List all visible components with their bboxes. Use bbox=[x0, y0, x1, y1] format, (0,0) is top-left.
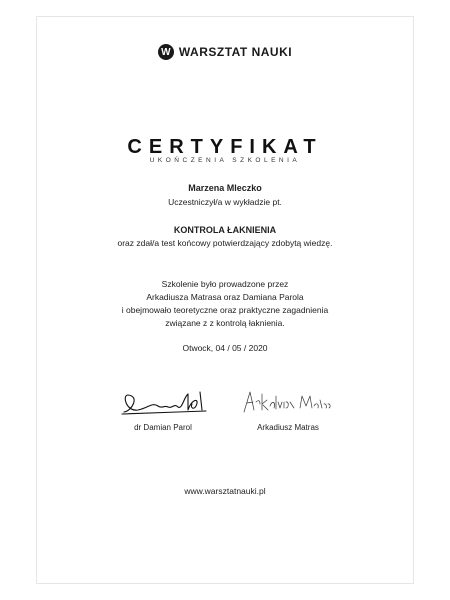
certificate-title: CERTYFIKAT bbox=[127, 136, 323, 158]
brand-name: WARSZTAT NAUKI bbox=[178, 45, 293, 59]
signature-arkadiusz-matras bbox=[240, 388, 336, 418]
website-link[interactable]: www.warsztatnauki.pl bbox=[184, 486, 266, 496]
description-line: związane z z kontrolą łaknienia. bbox=[165, 318, 285, 328]
description-line: Szkolenie było prowadzone przez bbox=[161, 279, 289, 289]
recipient-name: Marzena Mleczko bbox=[188, 183, 262, 193]
place-date: Otwock, 04 / 05 / 2020 bbox=[182, 343, 268, 353]
signature-name-left: dr Damian Parol bbox=[134, 423, 192, 432]
certificate-subtitle: UKOŃCZENIA SZKOLENIA bbox=[149, 157, 301, 164]
signature-name-right: Arkadiusz Matras bbox=[257, 423, 319, 432]
signature-damian-parol bbox=[118, 388, 210, 418]
logo-mark-icon: W bbox=[158, 44, 174, 60]
course-title: KONTROLA ŁAKNIENIA bbox=[173, 225, 277, 235]
completion-text: oraz zdał/a test końcowy potwierdzający zdobytą wiedzę. bbox=[117, 238, 333, 248]
description-line: Arkadiusza Matrasa oraz Damiana Parola bbox=[146, 292, 304, 302]
description-line: i obejmowało teoretyczne oraz praktyczne zagadnienia bbox=[121, 305, 329, 315]
brand-logo bbox=[0, 44, 450, 60]
participation-text: Uczestniczył/a w wykładzie pt. bbox=[168, 197, 282, 207]
